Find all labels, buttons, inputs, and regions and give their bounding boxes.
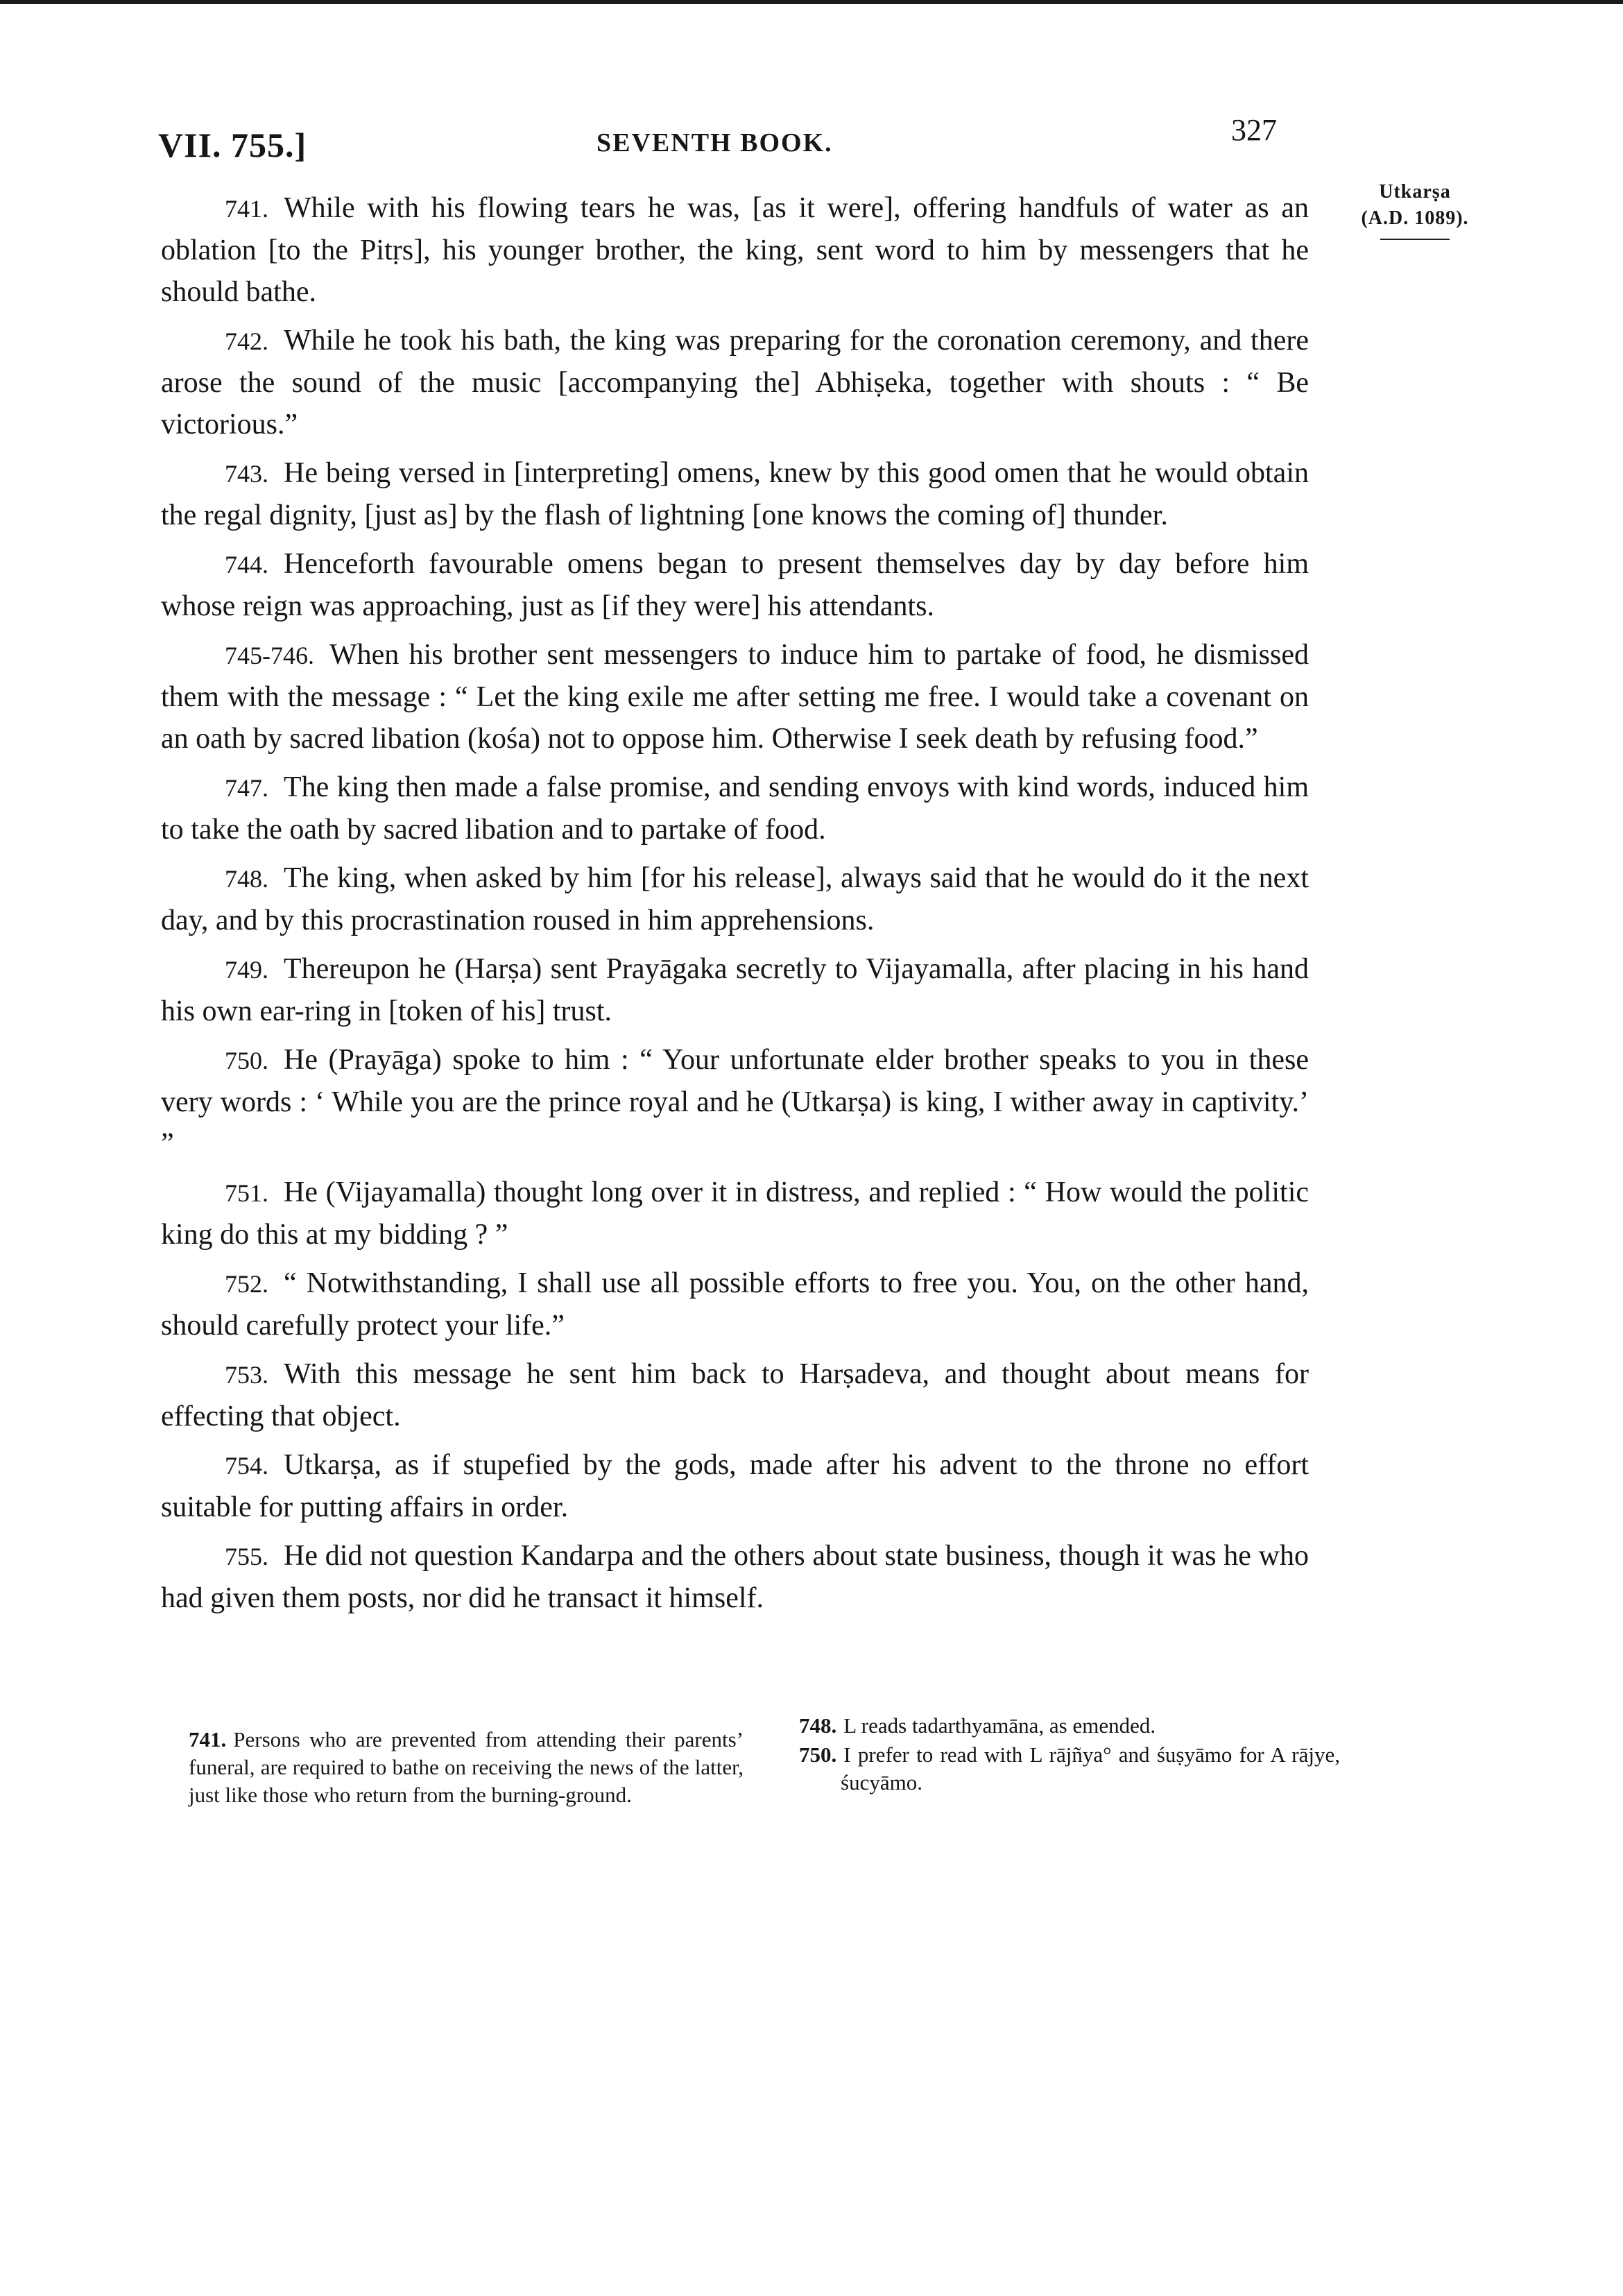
verse-text: He (Vijayamalla) thought long over it in distress, and replied : “ How would the politic king do this at my bidding ? ” xyxy=(161,1176,1309,1251)
verse-number: 750. xyxy=(225,1047,268,1074)
book-reference: VII. 755.] xyxy=(158,126,307,164)
verse-741 xyxy=(161,187,1309,313)
verse-747 xyxy=(161,766,1309,850)
verse-text: He did not question Kandarpa and the others about state business, though it was he who had given them posts, nor did he transact it himself. xyxy=(161,1540,1309,1614)
running-head xyxy=(0,0,1623,180)
verse-number: 748. xyxy=(225,865,268,893)
footnote-number: 741. xyxy=(189,1727,227,1751)
verse-number: 742. xyxy=(225,327,268,355)
footnote-number: 748. xyxy=(799,1713,837,1738)
verse-755 xyxy=(161,1535,1309,1619)
margin-note xyxy=(1346,179,1484,240)
footnote-text: Persons who are prevented from attending their parents’ funeral, are required to bathe on receiving the news of the latter, just like those who return from the burning-ground. xyxy=(189,1727,744,1807)
verse-750 xyxy=(161,1039,1309,1165)
footnote-text: L reads tadarthyamāna, as emended. xyxy=(843,1713,1156,1738)
verse-text: Utkarṣa, as if stupefied by the gods, made after his advent to the throne no effort suitable for putting affairs in order. xyxy=(161,1449,1309,1523)
verse-text: Thereupon he (Harṣa) sent Prayāgaka secretly to Vijayamalla, after placing in his hand his own ear-ring in [token of his] trust. xyxy=(161,953,1309,1027)
verse-742 xyxy=(161,320,1309,445)
verse-745-746 xyxy=(161,634,1309,760)
verse-754 xyxy=(161,1444,1309,1528)
verse-number: 753. xyxy=(225,1361,268,1389)
verse-text: While with his flowing tears he was, [as it were], offering handfuls of water as an oblation [to the Pitṛs], his younger brother, the king, sent word to him by messengers that he should bathe. xyxy=(161,192,1309,308)
verse-751 xyxy=(161,1172,1309,1256)
margin-note-date: (A.D. 1089). xyxy=(1361,207,1469,229)
verse-text: With this message he sent him back to Harṣadeva, and thought about means for effecting that object. xyxy=(161,1358,1309,1432)
footnote-750 xyxy=(799,1741,1340,1797)
footnote-column-right xyxy=(799,1712,1340,1798)
verse-748 xyxy=(161,857,1309,941)
verse-text: He (Prayāga) spoke to him : “ Your unfortunate elder brother speaks to you in these very words : ‘ While you are the prince royal and he (Utkarṣa) is king, I wither away in captivity.’ ” xyxy=(161,1044,1309,1160)
verse-753 xyxy=(161,1353,1309,1437)
footnotes xyxy=(189,1713,1340,1892)
footnote-text: I prefer to read with L rājñya° and śuṣyāmo for A rājye, śucyāmo. xyxy=(841,1742,1340,1794)
footnote-748 xyxy=(799,1712,1340,1740)
verse-text: Henceforth favourable omens began to present themselves day by day before him whose reign was approaching, just as [if they were] his attendants. xyxy=(161,548,1309,622)
verse-number: 743. xyxy=(225,460,268,488)
verse-text: The king, when asked by him [for his release], always said that he would do it the next day, and by this procrastination roused in him apprehensions. xyxy=(161,862,1309,936)
verse-number: 745-746. xyxy=(225,642,314,669)
verse-752 xyxy=(161,1262,1309,1346)
footnote-number: 750. xyxy=(799,1742,837,1767)
verse-text: The king then made a false promise, and sending envoys with kind words, induced him to take the oath by sacred libation and to partake of food. xyxy=(161,771,1309,846)
verse-number: 749. xyxy=(225,956,268,984)
footnote-741 xyxy=(189,1726,744,1809)
verse-text: While he took his bath, the king was preparing for the coronation ceremony, and there arose the sound of the music [accompanying the] Abhiṣeka, together with shouts : “ Be victorious.” xyxy=(161,325,1309,440)
main-text xyxy=(161,187,1309,1626)
verse-number: 751. xyxy=(225,1179,268,1207)
verse-number: 744. xyxy=(225,551,268,579)
verse-text: When his brother sent messengers to induce him to partake of food, he dismissed them with the message : “ Let the king exile me after setting me free. I would take a covenant on an oath by sacred libation (kośa) not to oppose him. Otherwise I seek death by refusing food.” xyxy=(161,639,1309,755)
verse-number: 752. xyxy=(225,1270,268,1298)
footnote-column-left xyxy=(189,1726,744,1810)
verse-743 xyxy=(161,452,1309,536)
verse-text: “ Notwithstanding, I shall use all possible efforts to free you. You, on the other hand, should carefully protect your life.” xyxy=(161,1267,1309,1342)
verse-number: 754. xyxy=(225,1452,268,1480)
running-title: SEVENTH BOOK. xyxy=(596,128,833,157)
verse-text: He being versed in [interpreting] omens, knew by this good omen that he would obtain the regal dignity, [just as] by the flash of lightning [one knows the coming of] thunder. xyxy=(161,457,1309,531)
verse-749 xyxy=(161,948,1309,1032)
verse-number: 741. xyxy=(225,195,268,223)
verse-number: 747. xyxy=(225,774,268,802)
verse-744 xyxy=(161,543,1309,627)
page-number: 327 xyxy=(1231,113,1277,147)
margin-note-name: Utkarṣa xyxy=(1379,181,1451,203)
margin-note-rule xyxy=(1380,239,1450,240)
verse-number: 755. xyxy=(225,1543,268,1570)
